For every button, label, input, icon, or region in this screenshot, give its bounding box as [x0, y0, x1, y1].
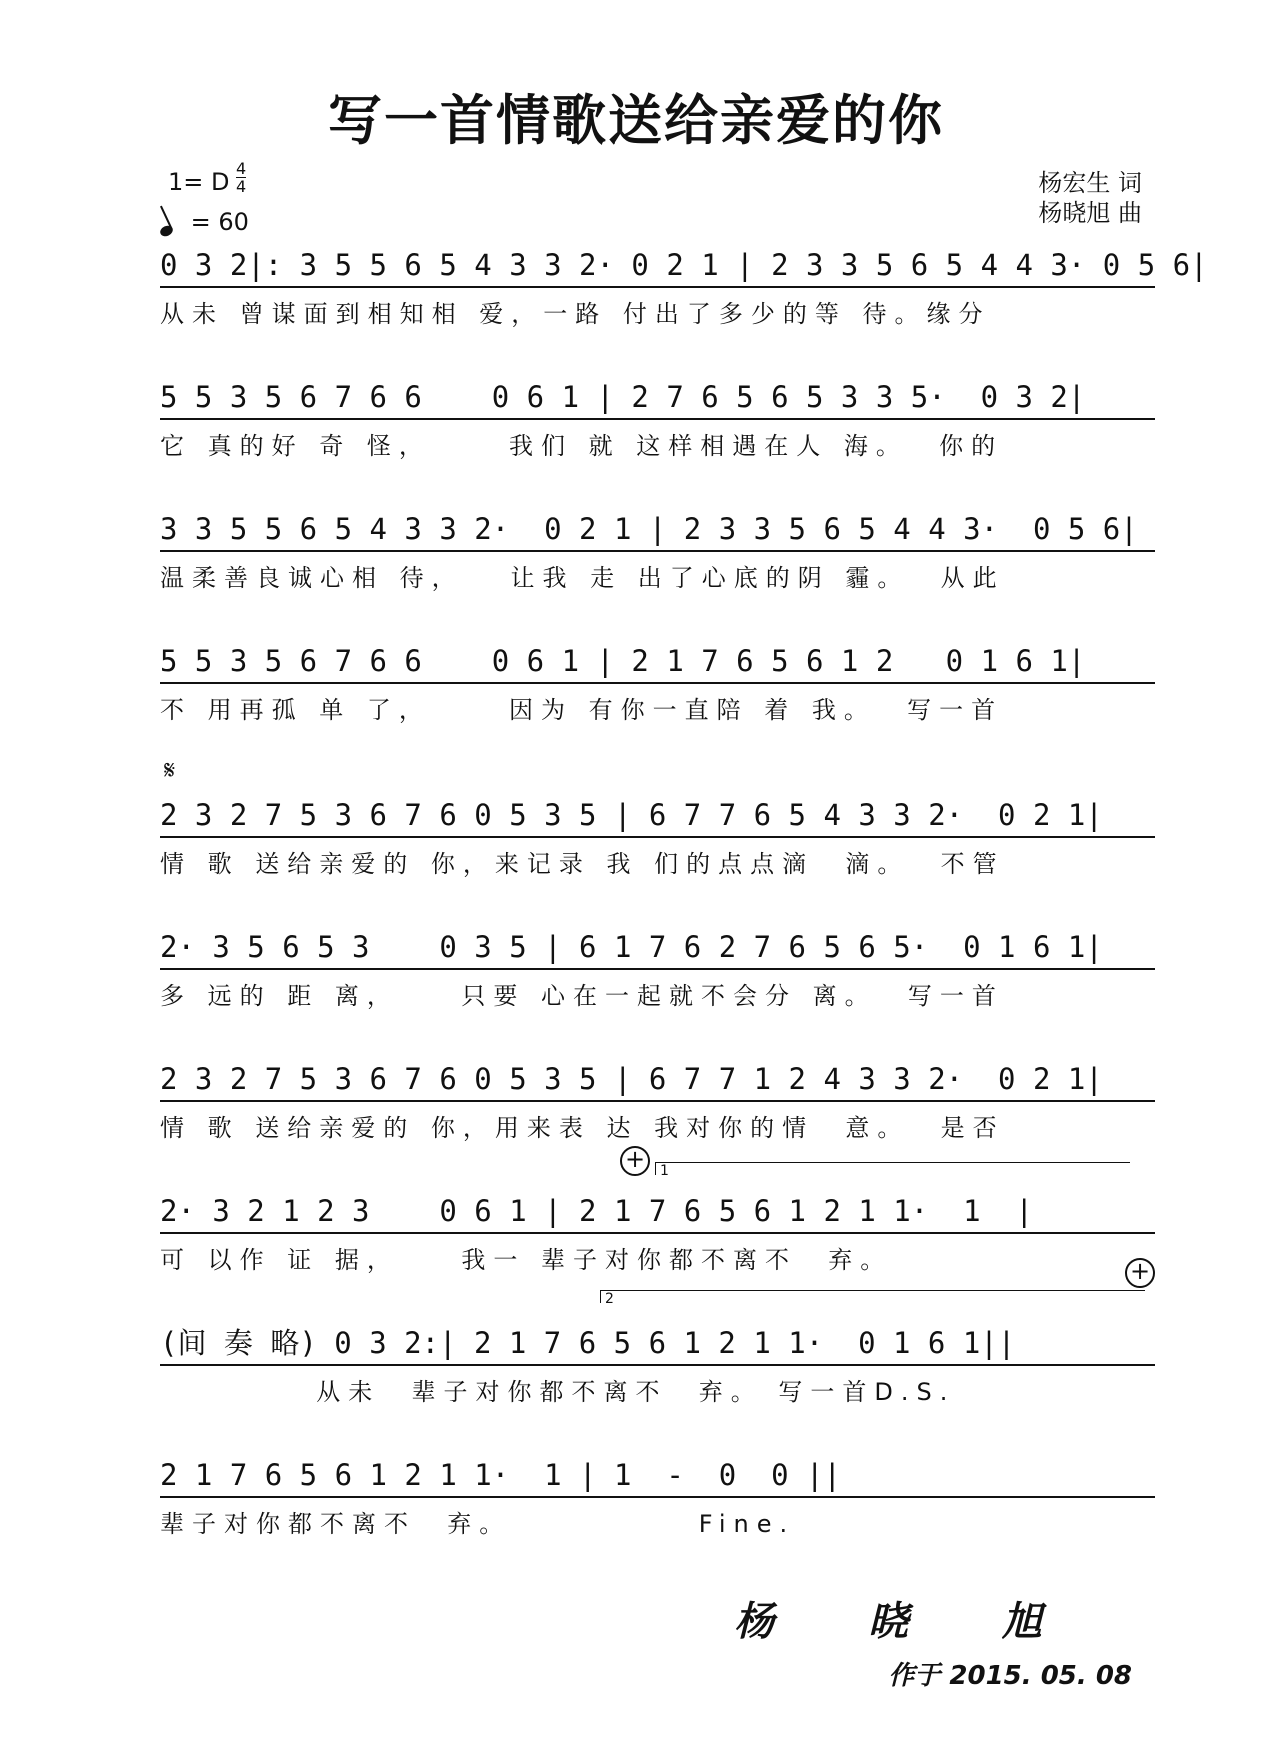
time-signature-top: 4: [236, 159, 247, 178]
lyrics-line: 温柔善良诚心相 待， 让我 走 出了心底的阴 霾。 从此: [160, 564, 1005, 592]
lyrics-line: 从未 辈子对你都不离不 弃。 写一首D.S.: [160, 1378, 956, 1406]
lyrics-line: 从未 曾谋面到相知相 爱，一路 付出了多少的等 待。缘分: [160, 300, 991, 328]
composer-credit: 杨晓旭 曲: [1038, 199, 1142, 227]
score-system-3: [160, 510, 1155, 594]
score-system-10: [160, 1456, 1155, 1540]
notation-line: 2· 3 5 6 5 3 0 3 5 | 6 1 7 6 2 7 6 5 6 5· 0 1 6 1|: [160, 928, 1155, 970]
score-system-1: [160, 246, 1208, 330]
volta-bracket-2: 2: [600, 1290, 1145, 1303]
tempo-marking: [160, 208, 249, 236]
notation-line: 5 5 3 5 6 7 6 6 0 6 1 | 2 1 7 6 5 6 1 2 0 1 6 1|: [160, 642, 1155, 684]
composer-signature: 杨 晓 旭: [734, 1599, 1082, 1645]
coda-icon: +: [1125, 1258, 1155, 1288]
notation-line: 2 3 2 7 5 3 6 7 6 0 5 3 5 | 6 7 7 1 2 4 3 3 2· 0 2 1|: [160, 1060, 1155, 1102]
notation-line: 5 5 3 5 6 7 6 6 0 6 1 | 2 7 6 5 6 5 3 3 5· 0 3 2|: [160, 378, 1155, 420]
volta-bracket-1: 1: [655, 1162, 1130, 1175]
quarter-note-icon: [158, 224, 174, 239]
coda-icon: +: [620, 1146, 650, 1176]
score-system-9: [160, 1324, 1155, 1408]
notation-line: 3 3 5 5 6 5 4 3 3 2· 0 2 1 | 2 3 3 5 6 5 4 4 3· 0 5 6|: [160, 510, 1155, 552]
lyrics-line: 辈子对你都不离不 弃。 Fine.: [160, 1510, 796, 1538]
score-system-2: [160, 378, 1155, 462]
lyricist-credit: 杨宏生 词: [1038, 169, 1142, 197]
lyrics-line: 情 歌 送给亲爱的 你，用来表 达 我对你的情 意。 是否: [160, 1114, 1005, 1142]
notation-line: 0 3 2|: 3 5 5 6 5 4 3 3 2· 0 2 1 | 2 3 3 5 6 5 4 4 3· 0 5 6|: [160, 246, 1155, 288]
key-signature: 1= D: [168, 168, 230, 196]
lyrics-line: 多 远的 距 离， 只要 心在一起就不会分 离。 写一首: [160, 982, 1004, 1010]
notation-line: 2 3 2 7 5 3 6 7 6 0 5 3 5 | 6 7 7 6 5 4 3 3 2· 0 2 1|: [160, 796, 1155, 838]
time-signature: [236, 160, 246, 195]
score-system-4: [160, 642, 1155, 726]
score-system-5: [160, 796, 1155, 880]
time-signature-bottom: 4: [236, 177, 247, 196]
lyrics-line: 可 以作 证 据， 我一 辈子对你都不离不 弃。: [160, 1246, 893, 1274]
score-system-7: [160, 1060, 1155, 1144]
segno-icon: 𝄋: [164, 756, 176, 786]
tempo-value: = 60: [190, 208, 249, 236]
lyrics-line: 情 歌 送给亲爱的 你，来记录 我 们的点点滴 滴。 不管: [160, 850, 1005, 878]
credits: [1038, 168, 1142, 228]
notation-line: 2· 3 2 1 2 3 0 6 1 | 2 1 7 6 5 6 1 2 1 1· 1 |: [160, 1192, 1155, 1234]
composition-date: 作于 2015. 05. 08: [888, 1661, 1132, 1691]
score-system-6: [160, 928, 1155, 1012]
song-title: 写一首情歌送给亲爱的你: [328, 89, 944, 152]
notation-line: 2 1 7 6 5 6 1 2 1 1· 1 | 1 - 0 0 ||: [160, 1456, 1155, 1498]
score-system-8: [160, 1192, 1155, 1276]
lyrics-line: 它 真的好 奇 怪， 我们 就 这样相遇在人 海。 你的: [160, 432, 1004, 460]
notation-line: (间 奏 略) 0 3 2:| 2 1 7 6 5 6 1 2 1 1· 0 1 6 1||: [160, 1324, 1155, 1366]
lyrics-line: 不 用再孤 单 了， 因为 有你一直陪 着 我。 写一首: [160, 696, 1004, 724]
